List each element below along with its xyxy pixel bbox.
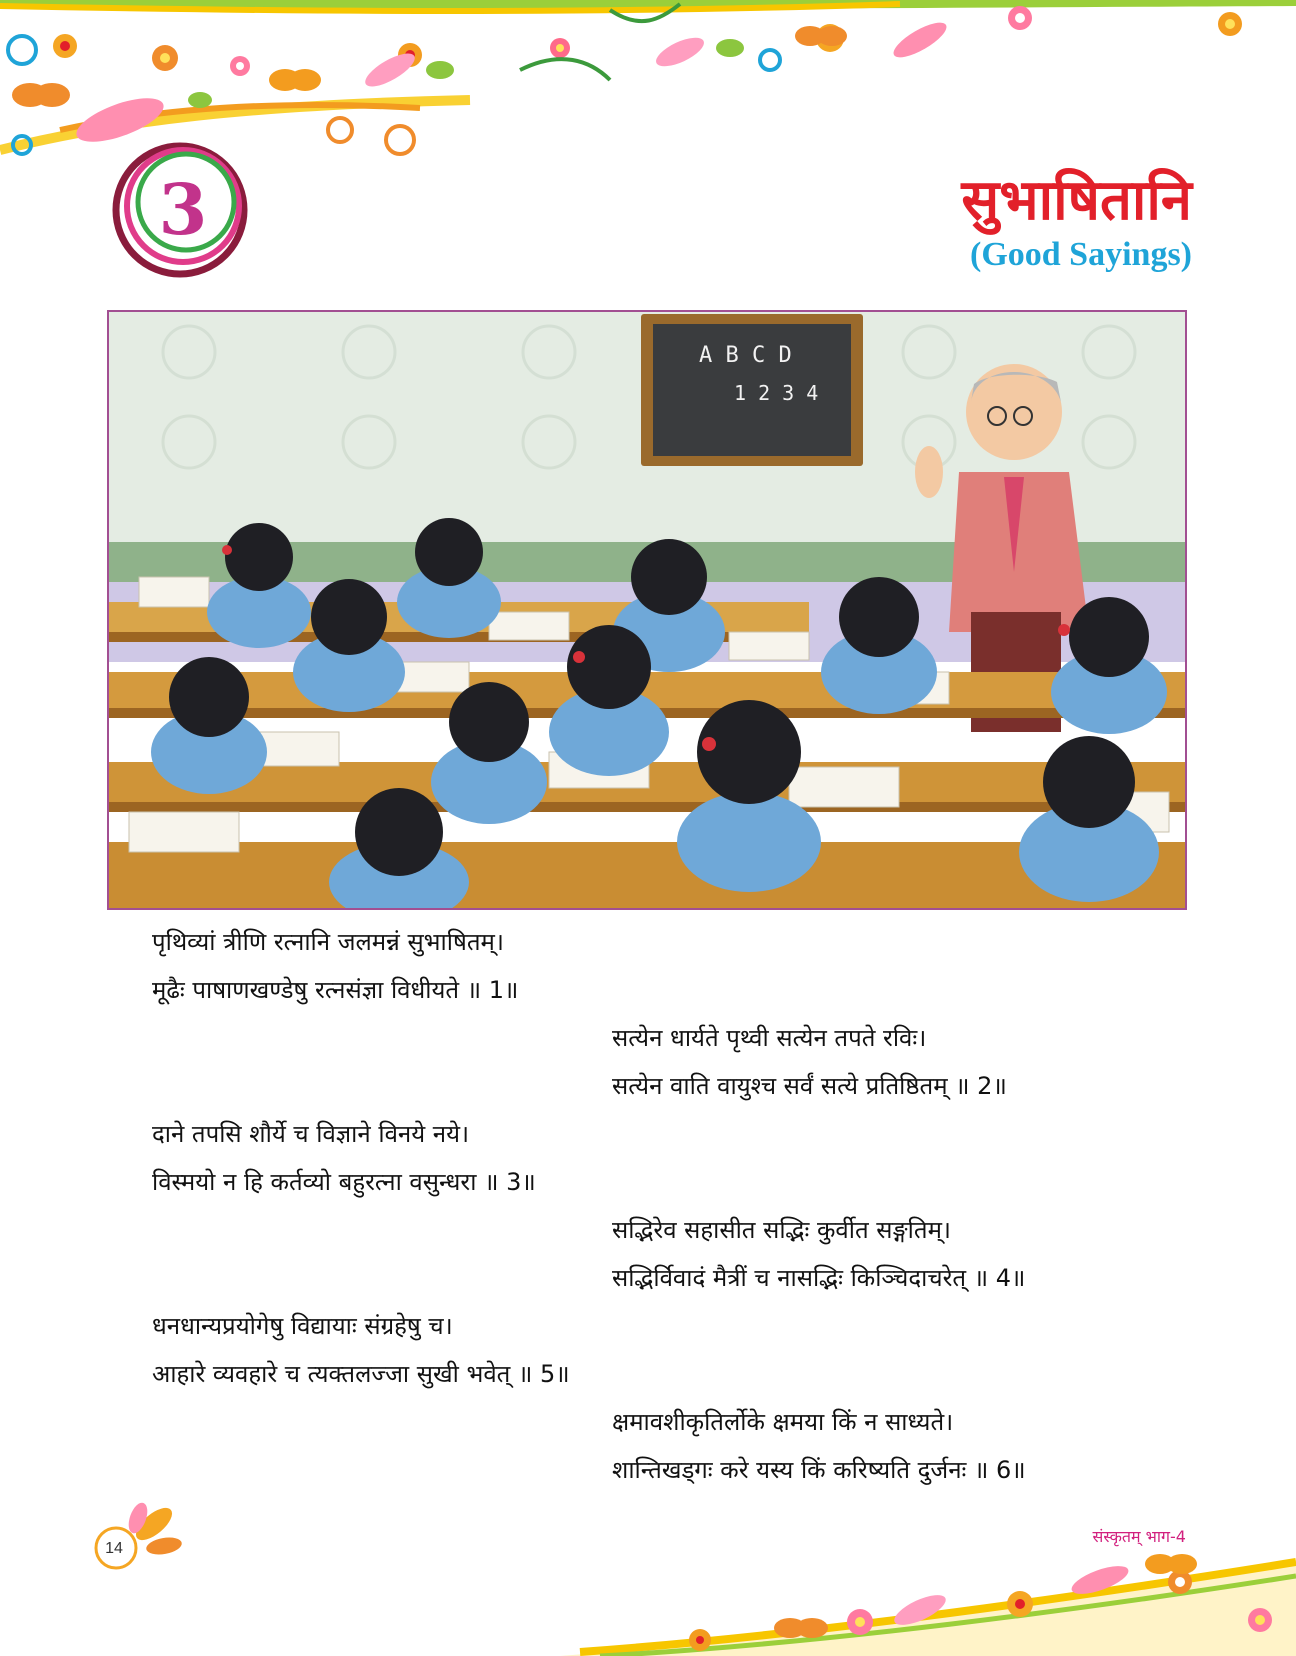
verse-line: आहारे व्यवहारे च त्यक्तलज्जा सुखी भवेत् ॥ 5॥ [152,1360,570,1388]
verse-line: क्षमावशीकृतिर्लोके क्षमया किं न साध्यते। [612,1408,954,1436]
verse-line: पृथिव्यां त्रीणि रत्नानि जलमन्नं सुभाषितम्। [152,928,504,956]
verse-line: मूढैः पाषाणखण्डेषु रत्नसंज्ञा विधीयते ॥ 1॥ [152,976,519,1004]
page-subtitle: (Good Sayings) [970,236,1192,273]
verse-line: सद्भिर्विवादं मैत्रीं च नासद्भिः किञ्चिदाचरेत् ॥ 4॥ [612,1264,1026,1292]
flower-icon [53,6,1242,76]
verse-line: दाने तपसि शौर्ये च विज्ञाने विनये नये। [152,1120,470,1148]
page-number: 14 [105,1540,123,1557]
book-name: संस्कृतम् भाग-4 [1092,1527,1186,1546]
blackboard-text-2: 1 2 3 4 [734,381,819,405]
verse-line: धनधान्यप्रयोगेषु विद्यायाः संग्रहेषु च। [152,1312,453,1340]
blackboard [641,314,863,466]
verse-line: सद्भिरेव सहासीत सद्भिः कुर्वीत सङ्गतिम्। [612,1216,952,1244]
verse-line: सत्येन वाति वायुश्च सर्वं सत्ये प्रतिष्ठितम् ॥ 2॥ [612,1072,1007,1100]
bottom-floral-border [560,1540,1296,1656]
page-title: सुभाषितानि [961,167,1192,233]
chapter-number: 3 [158,168,208,251]
page-number-badge [92,1490,188,1586]
blackboard-text-1: A B C D [699,343,792,368]
verse-line: शान्तिखड्गः करे यस्य किं करिष्यति दुर्जनः ॥ 6॥ [612,1456,1026,1484]
verse-line: सत्येन धार्यते पृथ्वी सत्येन तपते रविः। [612,1024,927,1052]
classroom-illustration [107,310,1187,910]
verse-line: विस्मयो न हि कर्तव्यो बहुरत्ना वसुन्धरा ॥ 3॥ [152,1168,536,1196]
